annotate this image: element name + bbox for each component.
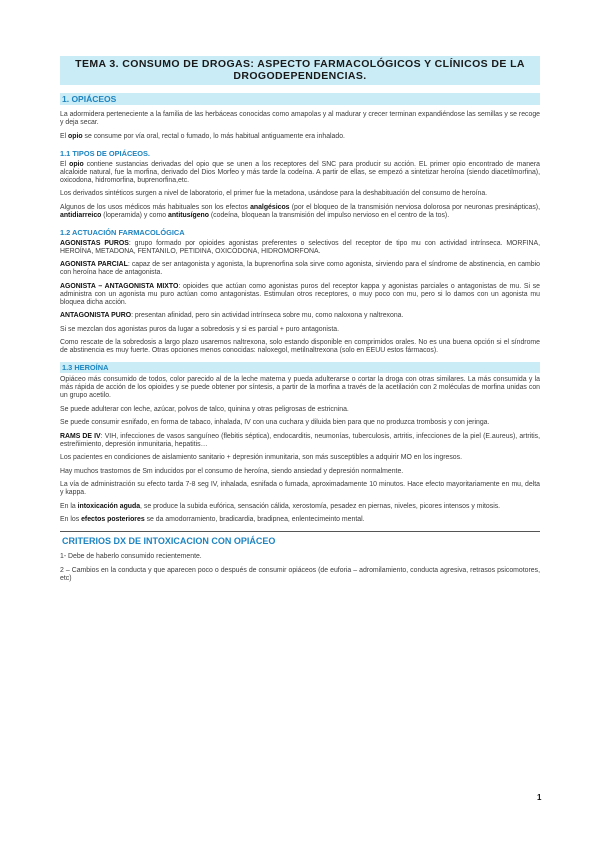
paragraph-adulterantes: Se puede adulterar con leche, azúcar, polvos de talco, quinina y otras peligrosas de estricnina. [60,405,349,413]
paragraph-agonista-antagonista-mixto: AGONISTA – ANTAGONISTA MIXTO: opioides que actúan como agonistas puros del receptor kappa y agonistas parciales o antagonistas de mu. Si se administra con un agonista mu puro actúan como antagonistas. Estimulan otros receptores, o muy poco con mu, pero si lo damos con un agonista mu bloquea dicha acción. [60,282,540,306]
paragraph-mezcla-agonistas: Si se mezclan dos agonistas puros da lugar a sobredosis y si es parcial + puro antagonista. [60,325,340,333]
document-title: TEMA 3. CONSUMO DE DROGAS: ASPECTO FARMACOLÓGICOS Y CLÍNICOS DE LA DROGODEPENDENCIAS. [60,56,540,85]
section-divider [60,531,540,532]
paragraph-opio-consumo: El opio se consume por vía oral, rectal o fumado, lo más habitual antiguamente era inhalado. [60,132,345,140]
paragraph-heroina-consumo: Opiáceo más consumido de todos, color parecido al de la leche materna y pueda adulterarse o cortar la droga con otras similares. La más consumida y la más rápida de acción de los opioides y se puede obtener por síntesis, a partir de la morfina a través de la acetilación con 2 moléculas de morfina unidas con un grupo acetilo. [60,376,540,399]
paragraph-agonista-parcial: AGONISTA PARCIAL: capaz de ser antagonista y agonista, la buprenorfina sola sirve como agonista, sirviendo para el síndrome de abstinencia, en cambio con heroína hace de antagonista. [60,261,540,276]
criteria-item-2: 2 – Cambios en la conducta y que aparecen poco o después de consumir opiáceos (de euforia – adromilamiento, conducta agresiva, retrasos psicomotores, etc) [60,566,540,582]
paragraph-adormidera: La adormidera perteneciente a la familia de las herbáceas conocidas como amapolas y al madurar y crecer terminan expandiéndose las semillas y se recoge y deja secar. [60,111,540,126]
paragraph-derivados-sinteticos: Los derivados sintéticos surgen a nivel de laboratorio, el primer fue la metadona, usándose para la deshabituación del consumo de heroína. [60,190,488,197]
document-page [60,56,540,588]
paragraph-usos-medicos: Algunos de los usos médicos más habituales son los efectos analgésicos (por el bloqueo de la transmisión nerviosa dolorosa por neuronas presinápticas), antidiarreico (loperamida) y como antitusígeno (codeína, bloquean la transmisión del impulso nervioso en el centro de la tos). [60,203,540,219]
section-heading-opiaceos: 1. OPIÁCEOS [60,93,540,105]
subsection-heading-tipos: 1.1 TIPOS DE OPIÁCEOS. [60,148,150,158]
criteria-heading: CRITERIOS DX DE INTOXICACION CON OPIÁCEO [62,536,276,546]
page-number: 1 [537,793,542,802]
paragraph-efectos-posteriores: En los efectos posteriores se da amodorramiento, bradicardia, bradipnea, enlentecimeinto mental. [60,516,365,523]
subsection-heading-actuacion: 1.2 ACTUACIÓN FARMACOLÓGICA [60,227,185,237]
paragraph-rescate-sobredosis: Como rescate de la sobredosis a largo plazo usaremos naltrexona, solo estando disponible en comprimidos orales. No es una buena opción si el síndrome de abstinencia es muy fuerte. Otras opciones menos conocidas: naloxegol, metilnaltrexona (solo en EEUU estos fármacos). [60,339,540,354]
subsection-heading-heroina: 1.3 HEROÍNA [60,362,540,373]
paragraph-agonistas-puros: AGONISTAS PUROS: grupo formado por opioides agonistas preferentes o selectivos del receptor de tipo mu con actividad intrínseca. MORFINA, HEROÍNA, METADONA, FENTANILO, PETIDINA, OXICODONA, HIDROMORFONA. [60,239,541,255]
paragraph-opio-receptores: El opio contiene sustancias derivadas del opio que se unen a los receptores del SNC para producir su acción. EL primer opio encontrado de manera alcaloide natural, fue la morfina, derivado del Dios Morfeo y más tarde la codeína. A partir de ellas, se empezó a sintetizar heroína (siendo diacetilmorfina), oxicodona, hidromorfina, buprenorfina,etc. [60,160,540,184]
criteria-item-1: 1- Debe de haberlo consumido recientemente. [60,553,202,560]
paragraph-antagonista-puro: ANTAGONISTA PURO: presentan afinidad, pero sin actividad intrínseca sobre mu, como naloxona y naltrexona. [60,312,404,319]
paragraph-vias-consumo: Se puede consumir esnifado, en forma de tabaco, inhalada, IV con una cuchara y diluida bien para que no produzca trombosis y con jeringa. [60,419,490,426]
paragraph-via-administracion: La vía de administración su efecto tarda 7-8 seg IV, inhalada, esnifada o fumada, aproximadamente 10 minutos. Hace efecto mayoritariamente en mu, delta y kappa. [60,481,540,496]
paragraph-aislamiento: Los pacientes en condiciones de aislamiento sanitario + depresión inmunitaria, son más susceptibles a adquirir MO en los ingresos. [60,454,462,461]
paragraph-intoxicacion-aguda: En la intoxicación aguda, se produce la subida eufórica, sensación cálida, xerostomía, pesadez en piernas, niveles, picores intensos y mitosis. [60,502,501,510]
paragraph-rams-iv: RAMS DE IV: VIH, infecciones de vasos sanguíneo (flebitis séptica), endocarditis, neumonías, tuberculosis, artritis, infecciones de la piel (E.aureus), artritis, estreñimiento, depresión inmunitaria, hepatitis… [60,432,540,448]
paragraph-trastornos: Hay muchos trastornos de Sm inducidos por el consumo de heroína, siendo ansiedad y depresión normalmente. [60,467,404,475]
